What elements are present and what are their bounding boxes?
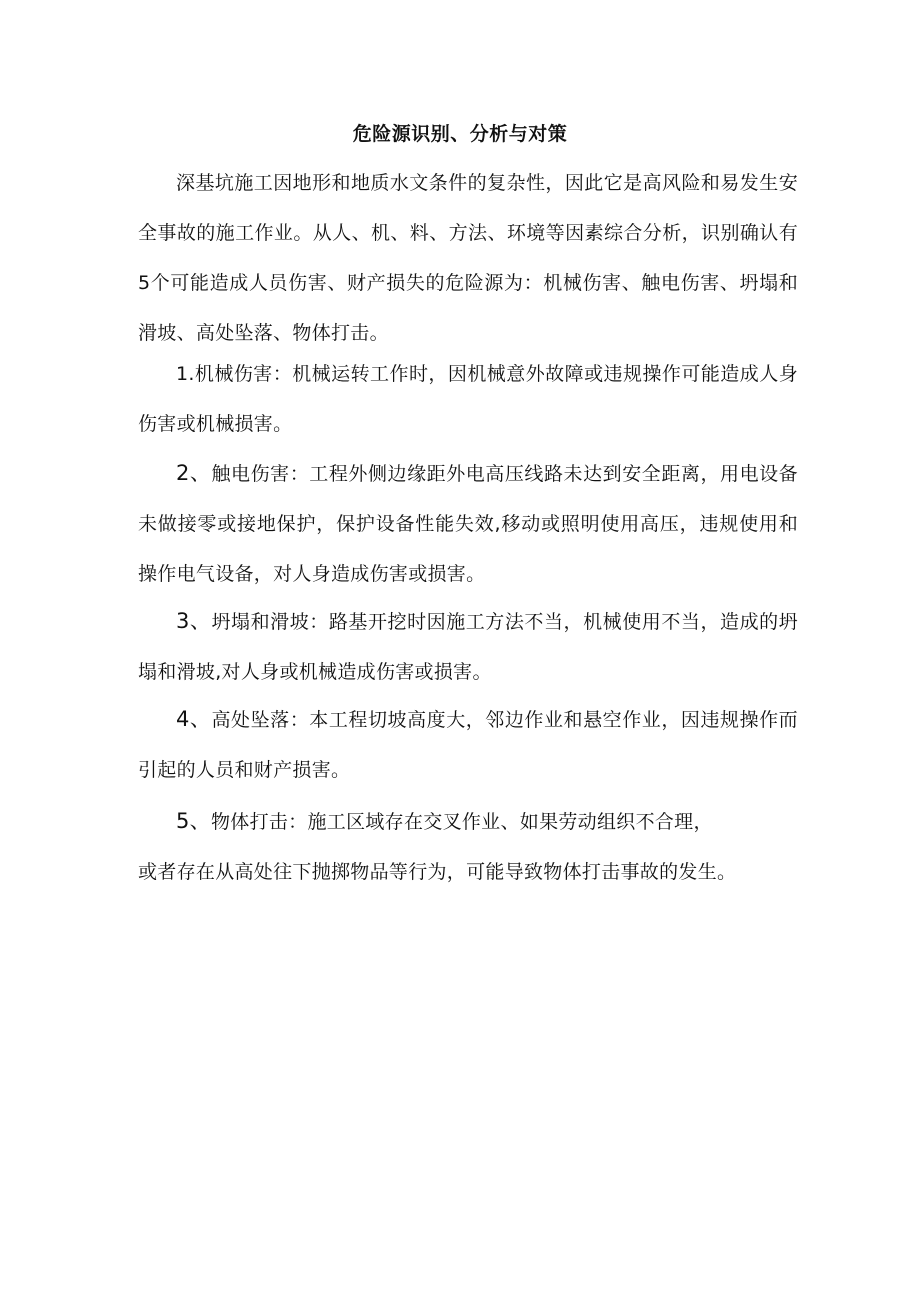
hazard-item-5-text-1: 物体打击：施工区域存在交叉作业、如果劳动组织不合理， bbox=[210, 811, 713, 833]
hazard-item-2 bbox=[138, 448, 798, 599]
hazard-item-5-line-1 bbox=[138, 796, 798, 847]
hazard-item-2-number: 2、 bbox=[176, 461, 212, 485]
intro-paragraph: 深基坑施工因地形和地质水文条件的复杂性，因此它是高风险和易发生安全事故的施工作业。从人、机、料、方法、环境等因素综合分析，识别确认有5个可能造成人员伤害、财产损失的危险源为：机械伤害、触电伤害、坍塌和滑坡、高处坠落、物体打击。 bbox=[138, 172, 798, 344]
hazard-item-5-number: 5、 bbox=[176, 809, 211, 833]
hazard-item-1 bbox=[138, 349, 798, 449]
hazard-item-4-text: 高处坠落：本工程切坡高度大，邻边作业和悬空作业，因违规操作而引起的人员和财产损害。 bbox=[138, 709, 798, 781]
hazard-item-3-number: 3、 bbox=[176, 609, 212, 633]
hazard-item-3 bbox=[138, 596, 798, 697]
hazard-item-1-text: 机械伤害：机械运转工作时，因机械意外故障或违规操作可能造成人身伤害或机械损害。 bbox=[138, 363, 798, 435]
hazard-item-3-text: 坍塌和滑坡：路基开挖时因施工方法不当，机械使用不当，造成的坍塌和滑坡,对人身或机械造成伤害或损害。 bbox=[138, 611, 798, 683]
hazard-item-4-number: 4、 bbox=[176, 707, 212, 731]
hazard-item-1-number: 1. bbox=[176, 363, 195, 385]
hazard-item-5 bbox=[138, 796, 798, 897]
hazard-item-2-text: 触电伤害：工程外侧边缘距外电高压线路未达到安全距离，用电设备未做接零或接地保护，保护设备性能失效,移动或照明使用高压，违规使用和操作电气设备，对人身造成伤害或损害。 bbox=[138, 463, 798, 585]
hazard-item-4 bbox=[138, 694, 798, 795]
hazard-item-5-line-2: 或者存在从高处往下抛掷物品等行为，可能导致物体打击事故的发生。 bbox=[138, 861, 737, 883]
document-title: 危险源识别、分析与对策 bbox=[352, 123, 568, 145]
